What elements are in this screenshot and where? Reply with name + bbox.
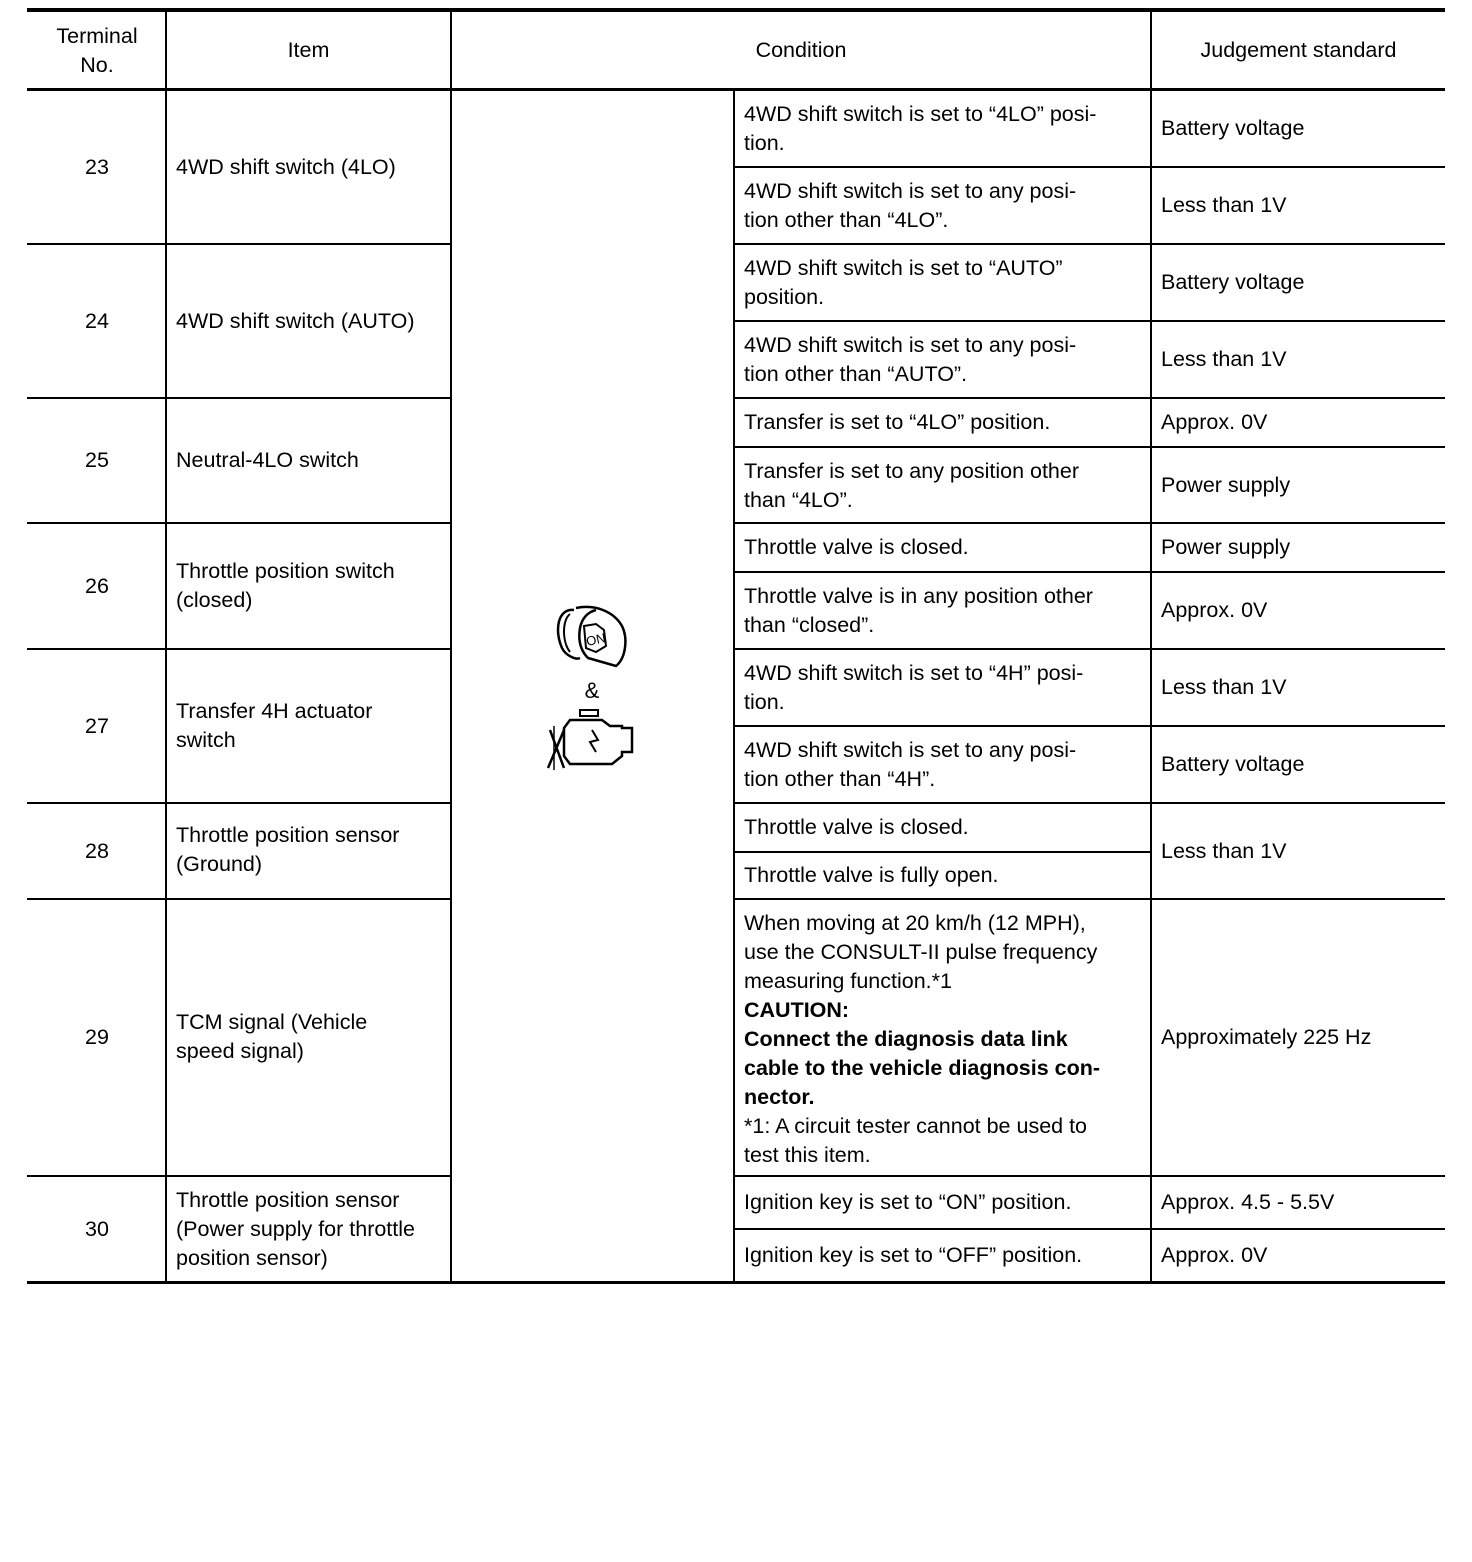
judgement-value: Battery voltage — [1161, 270, 1305, 294]
judgement-value: Less than 1V — [1161, 347, 1287, 371]
terminal-number: 28 — [85, 838, 109, 863]
footnote-text: test this item. — [744, 1143, 871, 1167]
judgement-value: Less than 1V — [1161, 838, 1287, 863]
item-name: Transfer 4H actuator switch — [176, 699, 373, 752]
judgement-value: Approx. 0V — [1161, 1243, 1268, 1267]
terminal-number: 30 — [85, 1216, 109, 1241]
caution-title: CAUTION: — [744, 998, 850, 1022]
judgement-value: Approx. 0V — [1161, 410, 1268, 434]
terminal-number: 25 — [85, 448, 109, 472]
condition-text: 4WD shift switch is set to “4LO” posi- tion. — [744, 102, 1097, 155]
item-name: 4WD shift switch (AUTO) — [176, 308, 415, 333]
item-name: Neutral-4LO switch — [176, 448, 359, 472]
item-name: 4WD shift switch (4LO) — [176, 154, 396, 179]
judgement-value: Battery voltage — [1161, 116, 1305, 140]
header-item: Item — [287, 38, 330, 62]
engine-not-running-icon — [548, 710, 632, 770]
caution-text: Connect the diagnosis data link — [744, 1027, 1068, 1051]
item-name: Throttle position switch (closed) — [176, 559, 395, 612]
condition-text: Ignition key is set to “OFF” position. — [744, 1243, 1083, 1267]
ignition-on-and-engine-stopped-icons — [540, 600, 650, 776]
shared-condition-icons — [540, 600, 650, 776]
condition-text: Ignition key is set to “ON” position. — [744, 1190, 1072, 1214]
judgement-value: Approx. 0V — [1161, 598, 1268, 622]
judgement-value: Battery voltage — [1161, 752, 1305, 776]
judgement-value: Power supply — [1161, 472, 1291, 497]
condition-text: Transfer is set to any position other than “4LO”. — [744, 459, 1080, 512]
condition-text: Throttle valve is closed. — [744, 815, 969, 839]
condition-text: Throttle valve is closed. — [744, 535, 969, 559]
column-divider — [450, 10, 452, 1283]
header-terminal-no: Terminal No. — [56, 24, 138, 77]
condition-text: 4WD shift switch is set to “AUTO” position. — [744, 256, 1063, 309]
header-judgement-standard: Judgement standard — [1200, 38, 1397, 62]
terminal-number: 23 — [85, 154, 109, 179]
judgement-value: Less than 1V — [1161, 675, 1287, 699]
terminal-number: 27 — [85, 713, 109, 738]
condition-text: When moving at 20 km/h (12 MPH), use the CONSULT-II pulse frequency measuring function.*1 CAUTION: Connect the diagnosis data link cable to the vehicle diagnosis con- nector. *1: A circuit tester cannot be used to test this item. — [735, 909, 1150, 1171]
judgement-value: Less than 1V — [1161, 193, 1287, 217]
header-condition: Condition — [755, 38, 847, 62]
terminal-number: 26 — [85, 573, 109, 598]
judgement-value: Approximately 225 Hz — [1161, 1025, 1372, 1049]
svg-text:ON: ON — [584, 630, 607, 649]
condition-text: 4WD shift switch is set to “4H” posi- tion. — [744, 661, 1084, 714]
footnote-text: *1: A circuit tester cannot be used to — [744, 1114, 1088, 1138]
condition-text: Transfer is set to “4LO” position. — [744, 410, 1051, 434]
terminal-number: 29 — [85, 1025, 109, 1049]
condition-text: Throttle valve is in any position other than “closed”. — [744, 584, 1093, 637]
item-name: Throttle position sensor (Power supply for throttle position sensor) — [176, 1188, 415, 1270]
item-name: TCM signal (Vehicle speed signal) — [176, 1010, 368, 1063]
condition-text: Throttle valve is fully open. — [744, 863, 999, 887]
caution-text: nector. — [744, 1085, 815, 1109]
item-name: Throttle position sensor (Ground) — [176, 823, 400, 876]
condition-text: 4WD shift switch is set to any posi- tion other than “AUTO”. — [744, 333, 1077, 386]
judgement-value: Approx. 4.5 - 5.5V — [1161, 1190, 1335, 1214]
ignition-key-on-icon — [558, 607, 625, 666]
condition-text: 4WD shift switch is set to any posi- tion other than “4LO”. — [744, 179, 1077, 232]
terminal-number: 24 — [85, 308, 109, 333]
caution-text: cable to the vehicle diagnosis con- — [744, 1056, 1101, 1080]
judgement-value: Power supply — [1161, 535, 1291, 559]
condition-text: 4WD shift switch is set to any posi- tion other than “4H”. — [744, 738, 1077, 791]
ampersand-text: & — [584, 678, 600, 703]
table-bottom-border — [27, 1281, 1445, 1284]
